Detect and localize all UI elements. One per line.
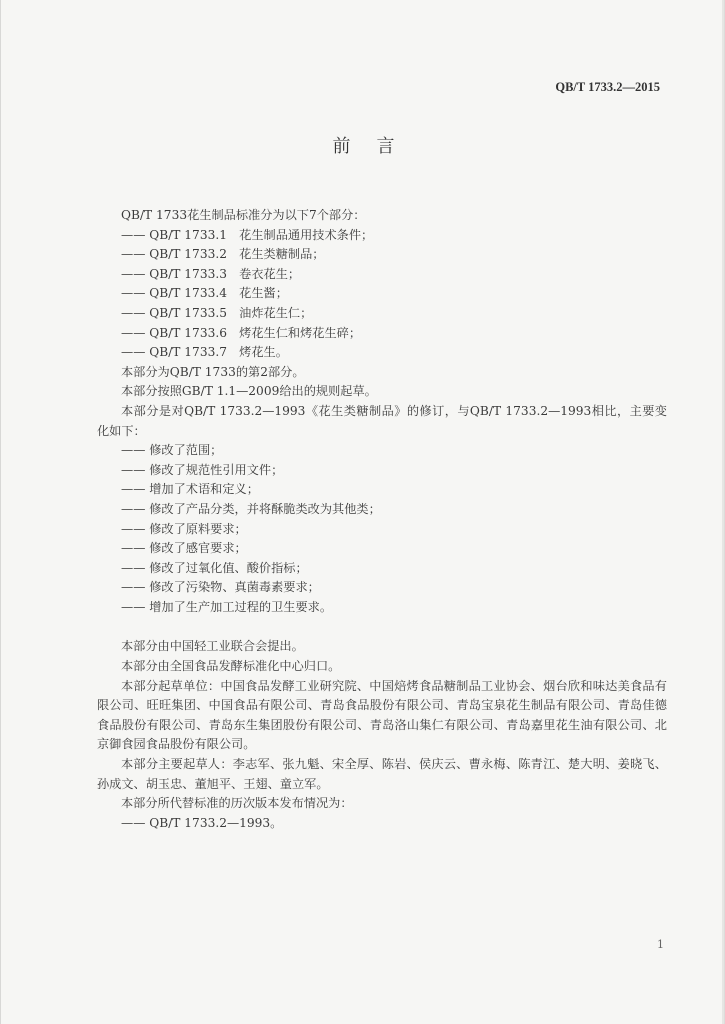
history-item: —— QB/T 1733.2—1993。 [121,815,283,830]
document-body [97,206,667,833]
standard-code: QB/T 1733.2—2015 [555,80,660,94]
page-number: 1 [657,938,664,951]
change-item: —— 增加了术语和定义； [121,482,259,497]
change-item: —— 修改了污染物、真菌毒素要求； [121,580,320,595]
intro-paragraph: QB/T 1733花生制品标准分为以下7个部分： [121,208,366,222]
change-item: —— 修改了过氧化值、酸价指标； [121,560,308,575]
change-item: —— 修改了原料要求； [121,521,247,536]
centralized-paragraph: 本部分由全国食品发酵标准化中心归口。 [121,659,341,674]
drafting-units-paragraph: 本部分起草单位：中国食品发酵工业研究院、中国焙烤食品糖制品工业协会、烟台欣和味达美食品有限公司、旺旺集团、中国食品有限公司、青岛食品股份有限公司、青岛宝泉花生制品有限公司、青岛佳德食品股份有限公司、青岛东生集团股份有限公司、青岛洛山集仁有限公司、青岛嘉里花生油有限公司、北京御食园食品股份有限公司。 [97,678,667,752]
part-item: —— QB/T 1733.2 花生类糖制品； [121,247,325,262]
change-item: —— 修改了感官要求； [121,541,247,556]
change-item: —— 修改了范围； [121,443,223,458]
revision-intro-paragraph: 本部分是对QB/T 1733.2—1993《花生类糖制品》的修订，与QB/T 1733.2—1993相比，主要变化如下： [97,403,667,438]
page-edge [722,0,724,1024]
statement-paragraph: 本部分为QB/T 1733的第2部分。 [121,364,305,379]
part-item: —— QB/T 1733.7 烤花生。 [121,345,288,360]
part-item: —— QB/T 1733.3 卷衣花生； [121,266,301,281]
paragraph-gap [97,617,667,637]
change-item: —— 修改了产品分类，并将酥脆类改为其他类； [121,501,381,516]
history-intro-paragraph: 本部分所代替标准的历次版本发布情况为： [121,796,353,811]
part-item: —— QB/T 1733.1 花生制品通用技术条件； [121,227,374,242]
page-title: 前言 [332,136,421,157]
statement-paragraph: 本部分按照GB/T 1.1—2009给出的规则起草。 [121,384,377,399]
change-item: —— 增加了生产加工过程的卫生要求。 [121,599,333,614]
part-item: —— QB/T 1733.5 油炸花生仁； [121,305,313,320]
change-item: —— 修改了规范性引用文件； [121,462,284,477]
drafters-paragraph: 本部分主要起草人：李志军、张九魁、宋全厚、陈岩、侯庆云、曹永梅、陈青江、楚大明、姜晓飞、孙成文、胡玉忠、董旭平、王翅、童立军。 [97,757,667,791]
part-item: —— QB/T 1733.6 烤花生仁和烤花生碎； [121,325,362,340]
part-item: —— QB/T 1733.4 花生酱； [121,286,288,301]
proposer-paragraph: 本部分由中国轻工业联合会提出。 [121,639,304,654]
